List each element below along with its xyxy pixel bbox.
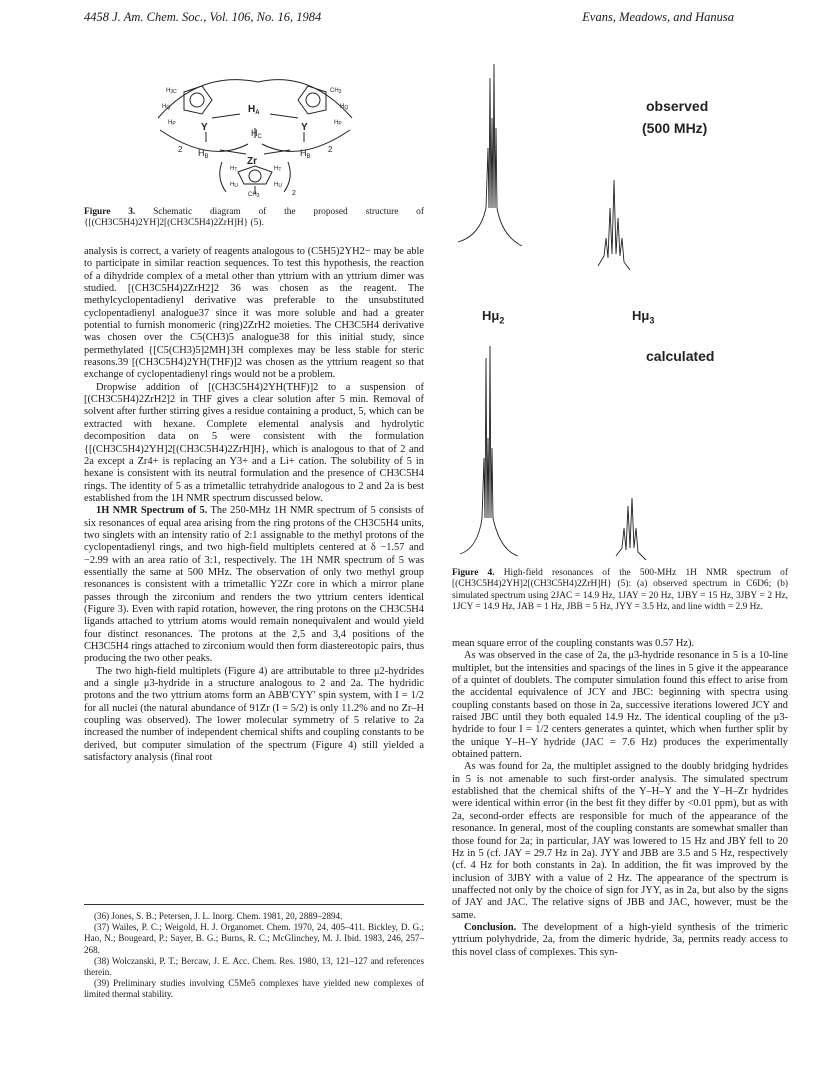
figure-4-caption <box>452 568 788 614</box>
ha-sub: A <box>255 110 260 116</box>
svg-text:HA <box>248 104 260 116</box>
reference-37: (37) Wailes, P. C.; Weigold, H. J. Organomet. Chem. 1970, 24, 405–411. Bickley, D. G.; Hao, N.; Bougeard, P.; Sayer, B. G.; Burns, R. C.; McGlinchey, M. J. Ibid. 1983, 246, 257–268. <box>84 922 424 955</box>
figure-3-caption <box>84 207 424 230</box>
paragraph-conclusion <box>452 922 788 959</box>
svg-text:CH3 <box>330 88 342 95</box>
hu-right-sub: U <box>278 183 282 189</box>
nmr-heading: 1H NMR Spectrum of 5. <box>96 505 208 517</box>
reference-38: (38) Wolczanski, P. T.; Bercaw, J. E. Acc. Chem. Res. 1980, 13, 121–127 and references therein. <box>84 955 424 978</box>
conclusion-text: The development of a high-yield synthesis of the trimeric yttrium polyhydride, 2a, from the dimeric hydride, 3a, permits ready access to this novel class of complexes. This syn- <box>452 921 788 958</box>
h3c-left: H <box>166 88 171 94</box>
hb-right-label: H <box>300 148 307 158</box>
hu-left-sub: U <box>234 183 238 189</box>
calculated-mu3-trace <box>616 498 646 560</box>
h-mu3-label: $H\mu_3$ <box>632 308 655 326</box>
paragraph-nmr <box>84 505 424 665</box>
paragraph-rms: mean square error of the coupling constants was 0.57 Hz). <box>452 638 695 649</box>
two-bottom: 2 <box>292 190 296 197</box>
hq-right-sub: Q <box>344 105 349 111</box>
hu-left: H <box>230 182 235 188</box>
observed-frequency-label: (500 MHz) <box>642 120 708 136</box>
figure-4-caption-label: Figure 4. <box>452 568 495 578</box>
svg-text:HQ <box>162 104 170 111</box>
reference-36: (36) Jones, S. B.; Petersen, J. L. Inorg. Chem. 1981, 20, 2889–2894. <box>94 911 343 921</box>
hq-right: H <box>340 104 345 110</box>
paragraph-nmr-text: The 250-MHz 1H NMR spectrum of 5 consists of six resonances of equal area arising from the ring protons of the CH3C5H4 units, two singlets with an intensity ratio of 2:1 assignable to the methyl protons of the cyclopentadienyl rings, and two high-field multiplets centered at δ −1.57 and −2.99 with an area ratio of 3:1, respectively. The 1H NMR spectrum of 5 was essentially the same at 500 MHz. The observation of only two methyl group resonances is consistent with a trimetallic Y2Zr core in which a mirror plane passes through the zirconium and renders the two yttrium centers identical (Figure 3). Even with rapid rotation, however, the ring protons on the CH3C5H4 ligands attached to yttrium atoms would remain nonequivalent and would yield four distinct resonances. The protons at the 2,5 and 3,4 positions of the CH3C5H4 rings attached to zirconium would then form diastereotopic pairs, thus producing the two other peaks. <box>84 505 424 665</box>
observed-mu2-trace <box>458 64 522 246</box>
paragraph-reagents: analysis is correct, a variety of reagents analogous to (C5H5)2YH2− may be able to participate in similar reaction sequences. To test this hypothesis, the reaction of a dihydride complex of a metal other than yttrium with an yttrium dimer was studied. [(CH3C5H4)2ZrH2]2 36 was chosen as the reagent. The methylcyclopentadienyl derivative was preferable to the unsubstituted cyclopentadienyl analogue37 since it was more soluble and had a greater potential to furnish monomeric (ring)2ZrH2 moieties. The CH3C5H4 derivative was chosen over the C5(CH3)5 analogue38 for this initial study, since permethylated {[C5(CH3)5]2MH}3H complexes may be less stable for steric reasons.39 [(CH3C5H4)2YH(THF)]2 was chosen as the yttrium reagent so that exchange of cyclopentadienyl rings would not be a problem. <box>84 246 424 381</box>
hb-right-sub: B <box>306 154 311 160</box>
zr-label: Zr <box>247 156 257 167</box>
svg-text:HP <box>168 120 176 127</box>
svg-text:HT <box>230 166 237 173</box>
svg-text:HU <box>230 182 238 189</box>
observed-mu3-trace <box>598 180 630 270</box>
ht-left: H <box>230 166 235 172</box>
hp-right-sub: P <box>338 121 342 127</box>
hq-left-sub: Q <box>166 105 171 111</box>
hq-left: H <box>162 104 167 110</box>
references <box>84 904 424 1001</box>
calculated-mu2-trace <box>460 346 518 556</box>
ht-left-sub: T <box>234 167 238 173</box>
ch3-right-sub: 3 <box>338 89 342 95</box>
ch3-bottom: CH <box>248 192 257 198</box>
figure-4-nmr-spectra <box>452 58 788 563</box>
ha-label: H <box>248 104 256 115</box>
hp-left: H <box>168 120 173 126</box>
ht-right: H <box>274 166 279 172</box>
y-left: Y <box>201 122 208 133</box>
left-column <box>84 246 424 764</box>
figure-3-caption-text: Schematic diagram of the proposed structure of {[(CH3C5H4)2YH]2[(CH3C5H4)2ZrH]H} (5). <box>84 207 424 229</box>
h3c-left-sub: 3C <box>170 89 177 95</box>
right-column <box>452 638 788 959</box>
svg-text:HB <box>198 148 209 160</box>
y-right: Y <box>301 122 308 133</box>
hc-sub: C <box>257 134 262 140</box>
svg-text:CH3 <box>248 192 260 198</box>
h-mu2-label: $H\mu_2$ <box>482 308 505 326</box>
hc-label: H <box>251 128 258 138</box>
paragraph-multiplets: The two high-field multiplets (Figure 4) are attributable to three μ2-hydrides and a single μ3-hydride in a structure analogous to 2 and 2a. The hydridic protons and the two yttrium atoms form an ABB′CYY′ spin system, with I = 1/2 for all nuclei (the natural abundance of 91Zr (I = 5/2) is only 11.2% and no Zr–H coupling was observed). The lower molecular symmetry of 5 relative to 2a increased the number of independent chemical shifts and coupling constants to be derived, but computer simulation of the spectrum (Figure 4) still yielded a satisfactory analysis (final root <box>84 665 424 764</box>
calculated-label: calculated <box>646 348 715 364</box>
conclusion-heading: Conclusion. <box>464 921 517 933</box>
svg-text:HQ <box>340 104 348 111</box>
svg-text:HT <box>274 166 281 173</box>
ch3-bottom-sub: 3 <box>256 193 260 198</box>
svg-text:HC <box>251 128 263 140</box>
ht-right-sub: T <box>278 167 282 173</box>
hb-left-sub: B <box>204 154 209 160</box>
references-rule <box>84 904 424 905</box>
svg-text:H3C <box>166 88 177 95</box>
svg-text:HU <box>274 182 282 189</box>
ch3-right: CH <box>330 88 339 94</box>
hp-right: H <box>334 120 339 126</box>
running-header-left: 4458 J. Am. Chem. Soc., Vol. 106, No. 16, 1984 <box>84 10 322 24</box>
svg-text:HP <box>334 120 342 127</box>
paragraph-mu2: As was found for 2a, the multiplet assigned to the doubly bridging hydrides in 5 is not amenable to such first-order analysis. The simulated spectrum established that the chemical shifts of the Y–H–Y and the Y–H–Zr hydrides were identical within error (in the best fit they differ by <0.01 ppm), but as with 2a, second-order effects are responsible for much of the appearance of the resonance. In general, most of the coupling constants are somewhat smaller than those found for 2a; in particular, JAY was lowered to 15 Hz and JBY fell to 20 Hz in 5 (cf. JAY = 29.7 Hz in 2a). JYY and JBB are 3.5 and 5 Hz, respectively (cf. 4 Hz for both constants in 2a). In addition, the fit was improved by the inclusion of 3JBY with a value of 2 Hz. The appearance of the spectrum is unaffected not only by the choice of sign for JYY, as in 2a, but also by the signs of JAY and JAC. The relative signs of JBB and JAC, however, must be the same. <box>452 761 788 921</box>
two-right: 2 <box>328 145 333 154</box>
two-left: 2 <box>178 145 183 154</box>
hu-right: H <box>274 182 279 188</box>
running-header-right: Evans, Meadows, and Hanusa <box>582 10 734 24</box>
hp-left-sub: P <box>172 121 176 127</box>
reference-39: (39) Preliminary studies involving C5Me5 complexes have yielded new complexes of limited thermal stability. <box>84 978 424 1000</box>
figure-4-caption-text: High-field resonances of the 500-MHz 1H NMR spectrum of [(CH3C5H4)2YH]2[(CH3C5H4)2ZrH]H} (5): (a) observed spectrum in C6D6; (b) simulated spectrum using 2JAC = 14.9 Hz, 1JAY = 20 Hz, 1JBY = 15 Hz, 3JBY = 2 Hz, 1JCY = 14.9 Hz, JAB = 1 Hz, JBB = 5 Hz, JYY = 3.5 Hz, and line width = 2.9 Hz. <box>452 568 788 613</box>
paragraph-synthesis: Dropwise addition of [(CH3C5H4)2YH(THF)]2 to a suspension of [(CH3C5H4)2ZrH2]2 in THF gives a clear solution after 5 min. Removal of solvent after further stirring gives a residue containing a product, 5, which can be extracted with hexane. Complete elemental analysis and hydrolytic decomposition data on 5 were consistent with the formulation {[(CH3C5H4)2YH]2[(CH3C5H4)2ZrH]H}, which is analogous to that of 2 and 2a except a Zr4+ is replacing an Y3+ and a Li+ cation. The solubility of 5 in hexane is consistent with its neutral formulation and the presence of CH3C5H4 rings. The identity of 5 as a trimetallic tetrahydride analogous to 2 and 2a is best established from the 1H NMR spectrum discussed below. <box>84 381 424 504</box>
observed-label: observed <box>646 98 709 114</box>
paragraph-mu3: As was observed in the case of 2a, the μ3-hydride resonance in 5 is a 10-line multiplet, but the intensities and spacings of the lines in 5 give it the appearance of a quintet of doublets. The computer simulation found this effect to arise from the accidental equivalence of JCY and JBC: beginning with spectra using coupling constants based on those in 2a, successive iterations lowered JCY and raised JBC until they both equaled 14.9 Hz. The identical coupling of the μ3-hydride to four I = 1/2 centers generates a quintet, which when further split by the unique Y–H–Y hydride (JAC = 7.6 Hz) produces the experimentally obtained pattern. <box>452 650 788 761</box>
figure-3-structure-diagram <box>150 74 360 198</box>
figure-3-caption-label: Figure 3. <box>84 207 136 217</box>
hb-left-label: H <box>198 148 205 158</box>
